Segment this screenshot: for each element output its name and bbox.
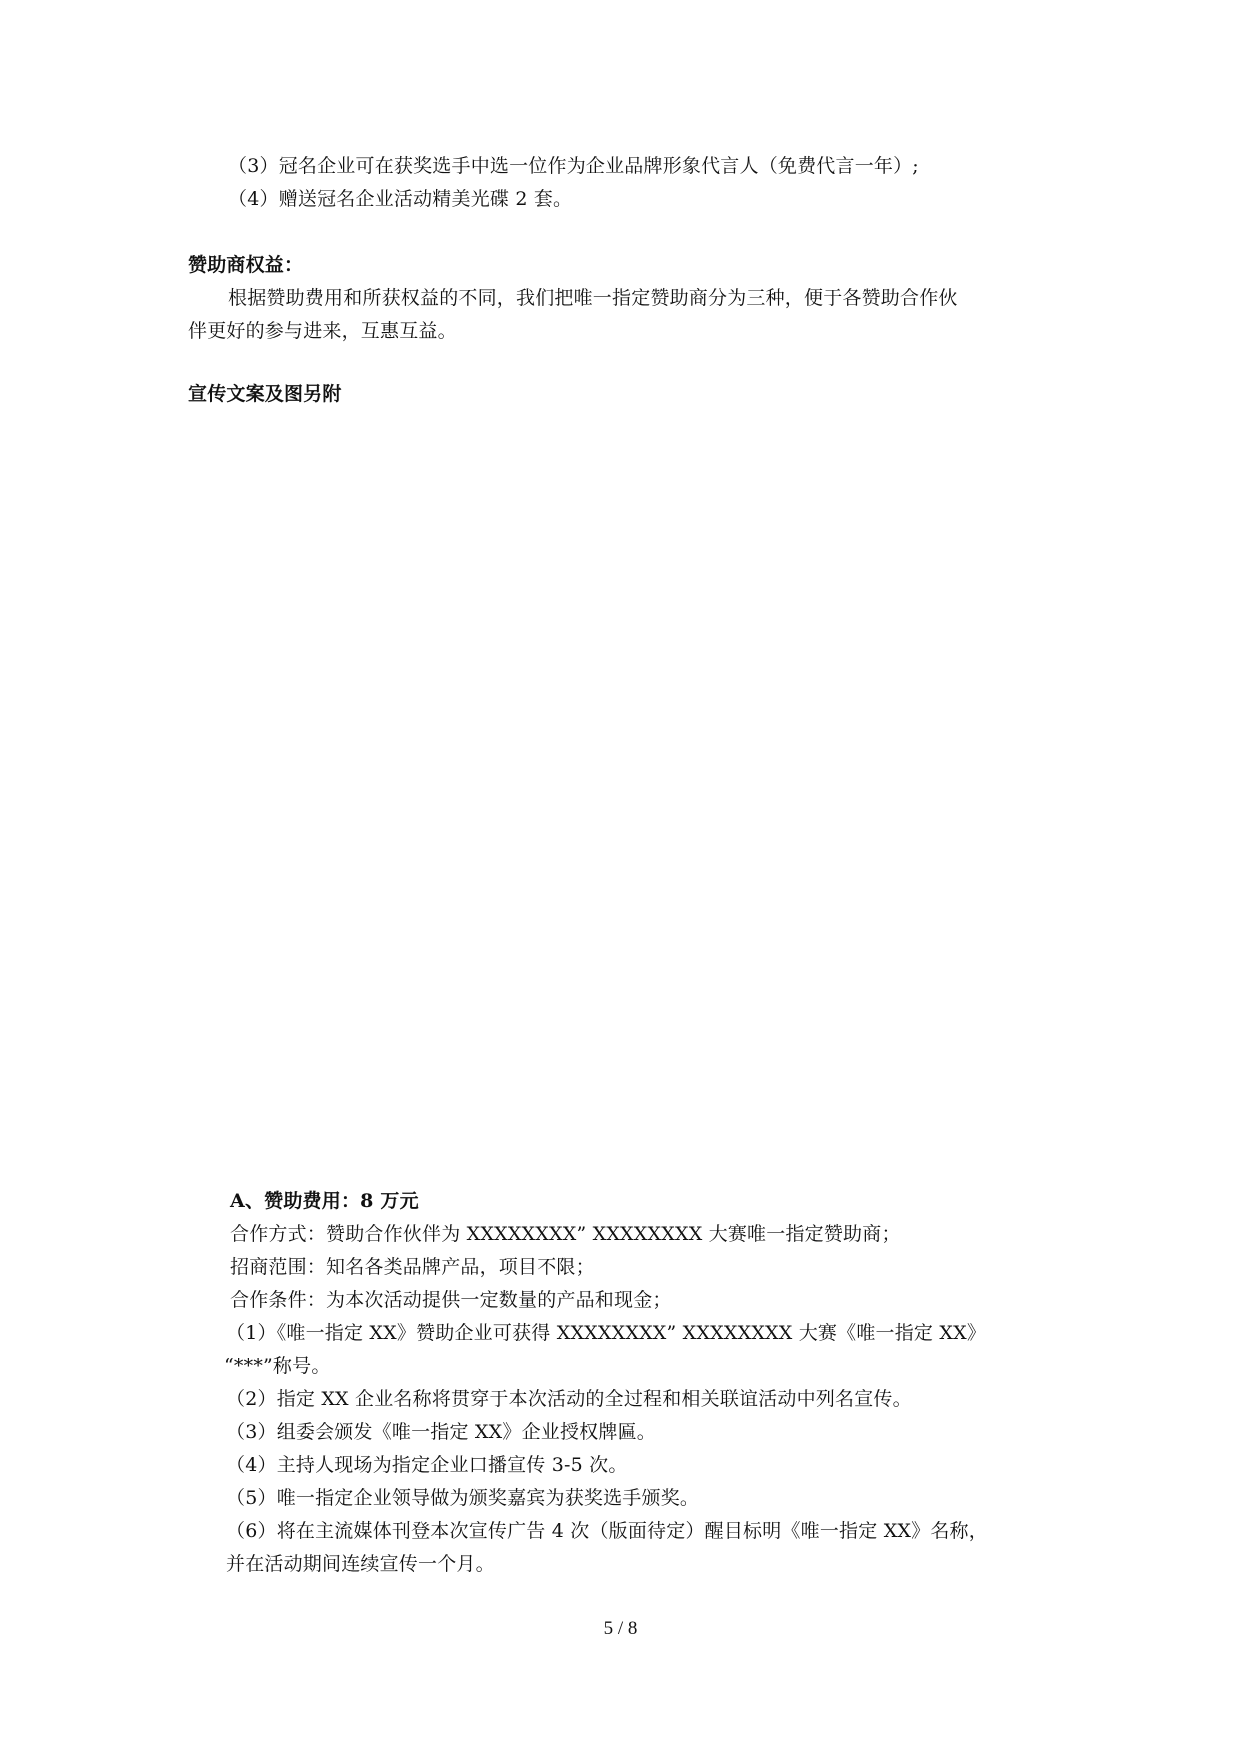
tier-a-item-3: （3）组委会颁发《唯一指定 XX》企业授权牌匾。 <box>226 1421 656 1443</box>
tier-a-item-2: （2）指定 XX 企业名称将贯穿于本次活动的全过程和相关联谊活动中列名宣传。 <box>226 1388 912 1410</box>
tier-a-item-6-line-1: （6）将在主流媒体刊登本次宣传广告 4 次（版面待定）醒目标明《唯一指定 XX》名称， <box>226 1520 988 1542</box>
top-item-4: （4）赠送冠名企业活动精美光碟 2 套。 <box>228 188 573 210</box>
tier-a-cooperation-mode: 合作方式：赞助合作伙伴为 XXXXXXXX” XXXXXXXX 大赛唯一指定赞助商； <box>230 1223 901 1245</box>
sponsor-rights-paragraph-line-2: 伴更好的参与进来，互惠互益。 <box>188 320 457 342</box>
tier-a-item-6-line-2: 并在活动期间连续宣传一个月。 <box>226 1553 495 1575</box>
tier-a-item-4: （4）主持人现场为指定企业口播宣传 3-5 次。 <box>226 1454 628 1476</box>
top-item-3: （3）冠名企业可在获奖选手中选一位作为企业品牌形象代言人（免费代言一年）; <box>228 155 919 177</box>
sponsor-rights-paragraph-line-1: 根据赞助费用和所获权益的不同，我们把唯一指定赞助商分为三种，便于各赞助合作伙 <box>228 287 958 309</box>
tier-a-item-1-line-2: “***”称号。 <box>224 1355 331 1377</box>
tier-a-scope: 招商范围：知名各类品牌产品，项目不限； <box>230 1256 595 1278</box>
promo-heading: 宣传文案及图另附 <box>188 383 342 405</box>
tier-a-item-1-line-1: （1）《唯一指定 XX》赞助企业可获得 XXXXXXXX” XXXXXXXX 大赛《唯一指定 XX》 <box>226 1322 987 1344</box>
page-number: 5 / 8 <box>603 1618 638 1639</box>
tier-a-item-5: （5）唯一指定企业领导做为颁奖嘉宾为获奖选手颁奖。 <box>226 1487 700 1509</box>
tier-a-conditions: 合作条件：为本次活动提供一定数量的产品和现金； <box>230 1289 672 1311</box>
sponsor-rights-heading: 赞助商权益： <box>188 254 304 276</box>
tier-a-title: A、赞助费用：8 万元 <box>230 1190 419 1212</box>
